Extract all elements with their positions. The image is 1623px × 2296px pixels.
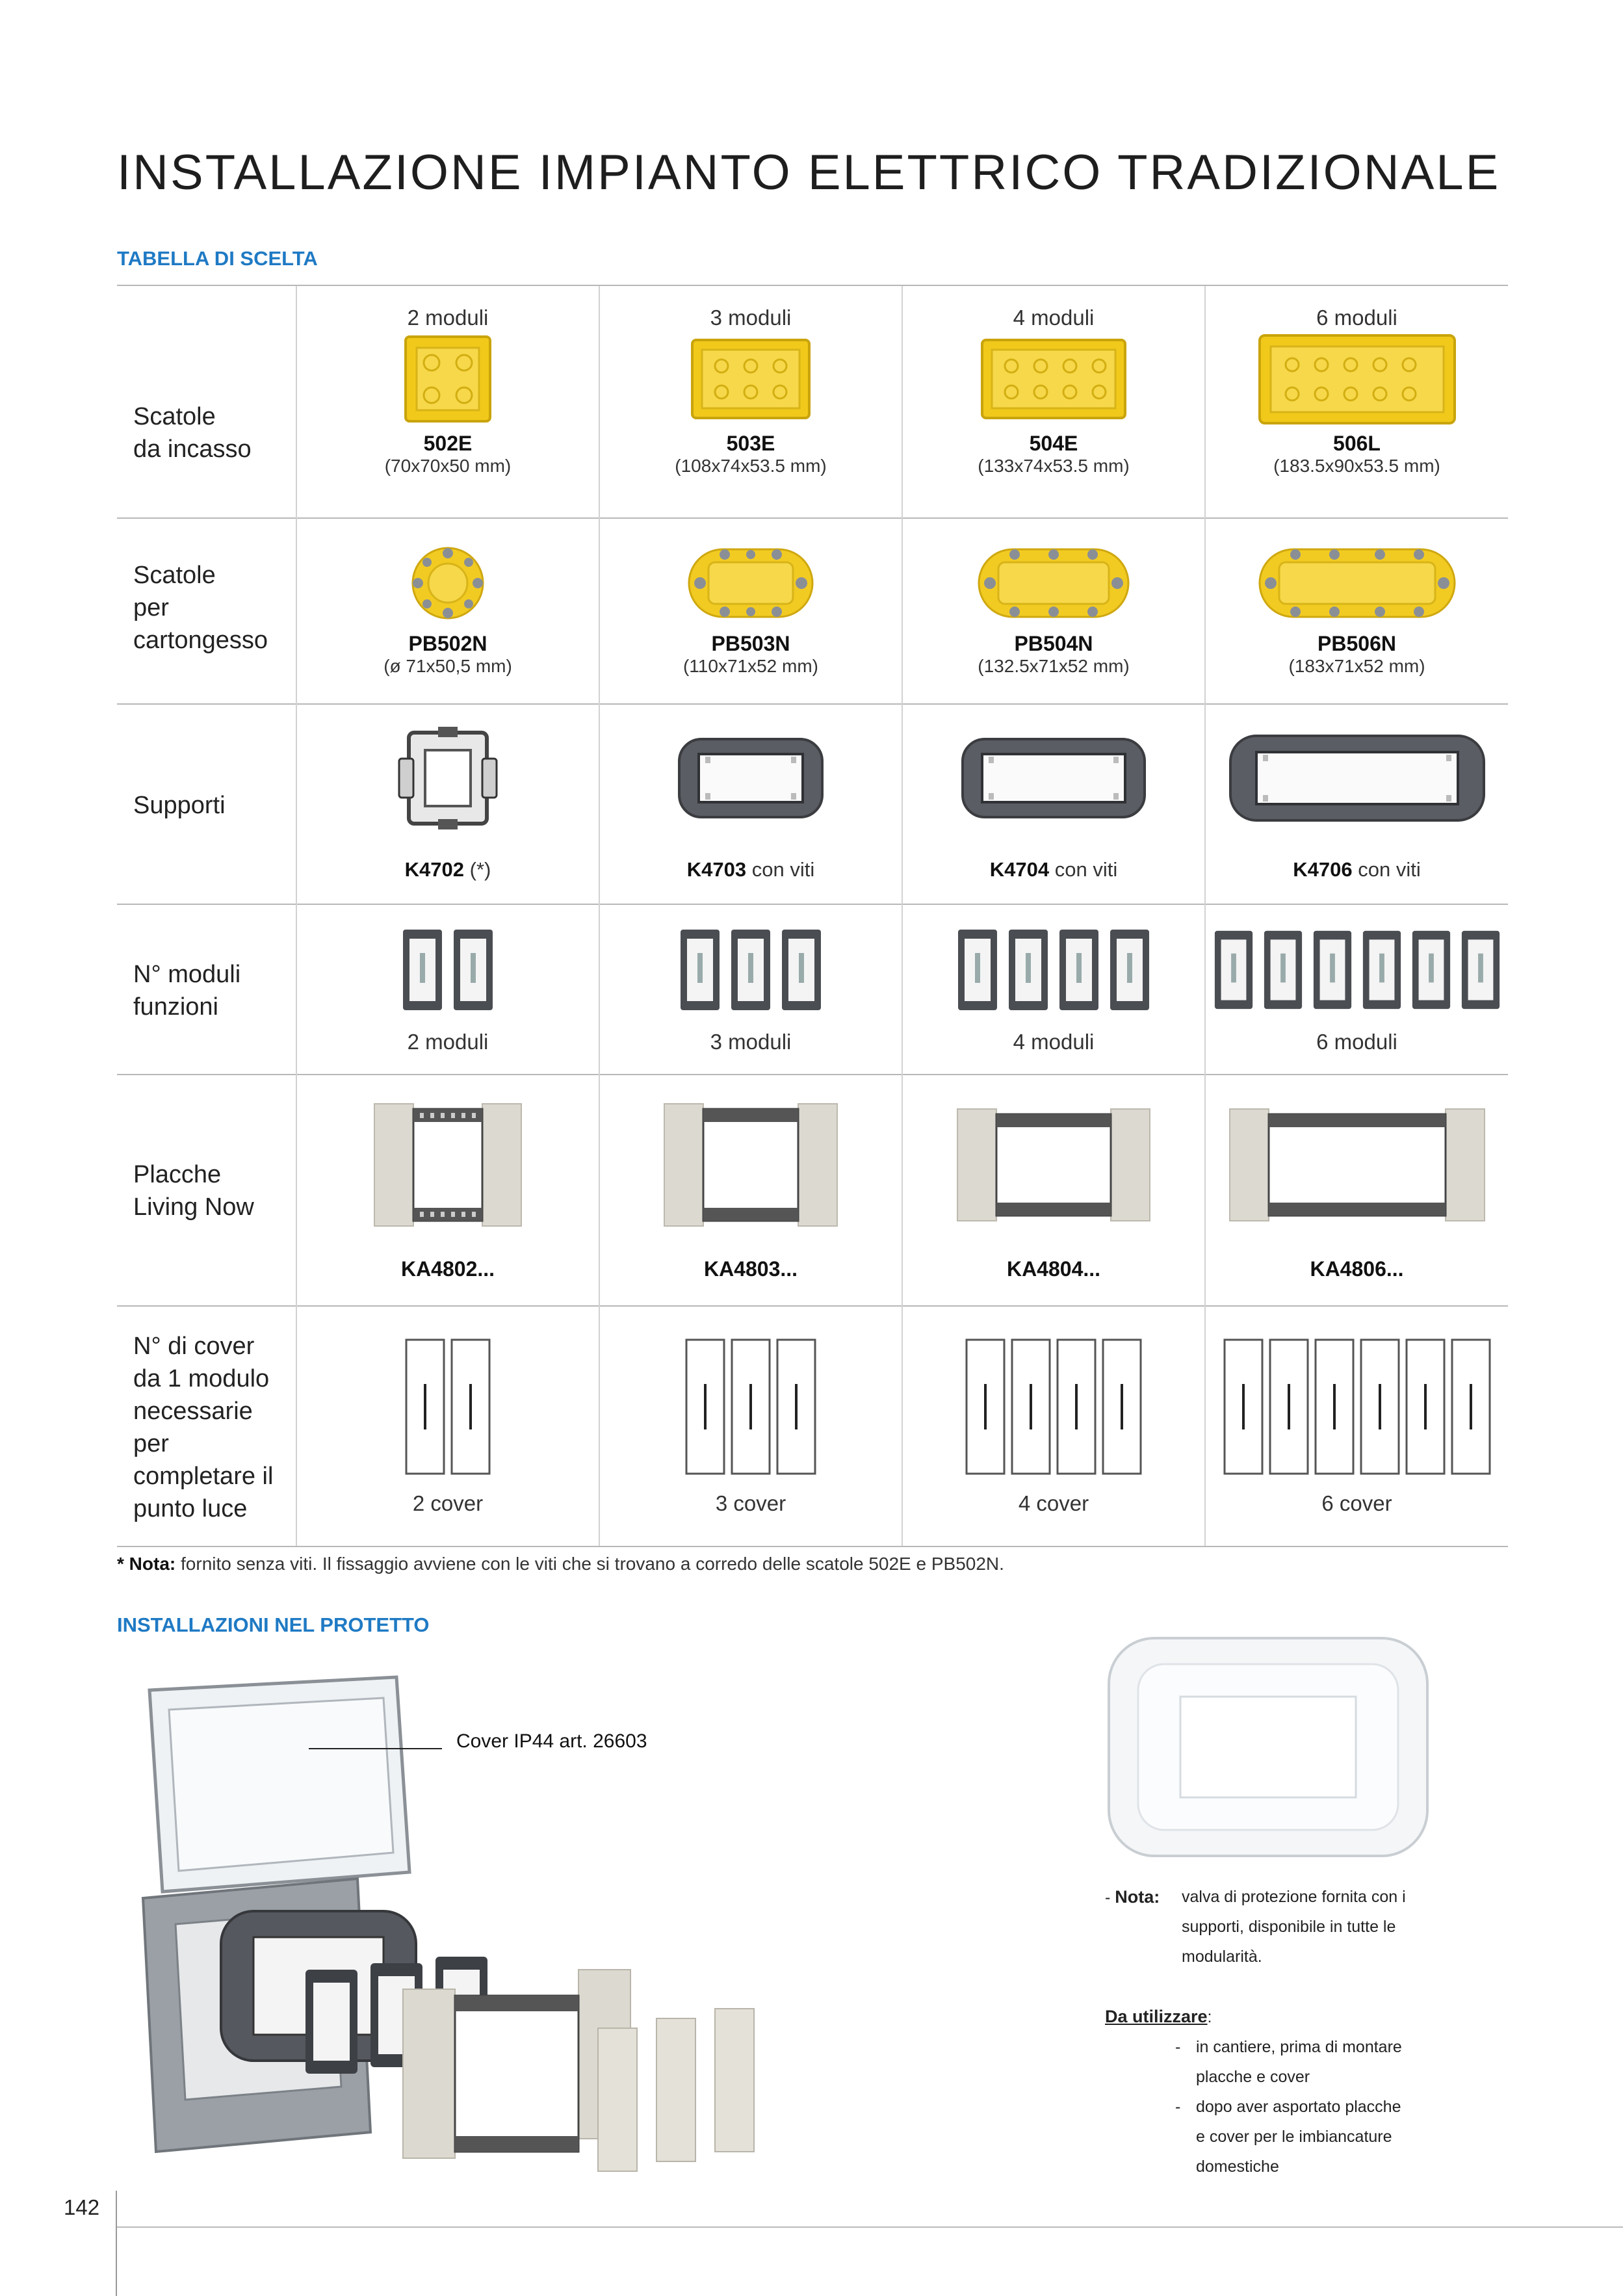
footnote	[117, 1554, 1004, 1574]
product-code: PB506N	[1318, 632, 1396, 655]
module-count: 3 moduli	[710, 1030, 792, 1054]
cell-ka4804	[902, 1075, 1205, 1306]
cell-ka4802	[296, 1075, 599, 1306]
cell-ka4806	[1205, 1075, 1508, 1306]
row-placche	[117, 1075, 1508, 1306]
callout-leader-line	[309, 1748, 442, 1749]
modules-2-image	[297, 924, 599, 1015]
module-icon	[1057, 927, 1101, 1013]
row-label-line: punto luce	[133, 1495, 248, 1522]
row-cover	[117, 1306, 1508, 1546]
row-supporti	[117, 704, 1508, 904]
cell-503e	[599, 285, 902, 518]
plate-ka4804-image	[903, 1101, 1204, 1229]
cover-icon	[1314, 1338, 1355, 1475]
use-title: Da utilizzare	[1105, 2007, 1208, 2026]
module-icon	[779, 927, 824, 1013]
row-label-line: Scatole	[133, 562, 216, 589]
use-colon: :	[1207, 2008, 1212, 2026]
cell-k4706	[1205, 704, 1508, 904]
product-code: K4702	[404, 858, 464, 881]
cover-icon	[1451, 1338, 1491, 1475]
cell-cover-3	[599, 1306, 902, 1546]
module-count: 2 moduli	[407, 306, 489, 330]
row-label	[117, 518, 296, 704]
plate-ka4803-image	[600, 1101, 902, 1229]
cover-icon	[1405, 1338, 1446, 1475]
cover-icon	[1056, 1338, 1097, 1475]
cell-cover-2	[296, 1306, 599, 1546]
module-count: 6 moduli	[1316, 306, 1397, 330]
product-code: K4706	[1293, 858, 1353, 881]
cell-pb502n	[296, 518, 599, 704]
row-label-line: da 1 modulo	[133, 1365, 270, 1392]
box-503e-image	[600, 330, 902, 428]
product-code: 504E	[1029, 432, 1078, 455]
row-scatole-cartongesso	[117, 518, 1508, 704]
box-pb503n-image	[600, 534, 902, 632]
module-icon	[1311, 927, 1354, 1013]
cell-moduli-4	[902, 904, 1205, 1075]
product-code: 506L	[1333, 432, 1381, 455]
plate-ka4806-image	[1206, 1101, 1508, 1229]
section-heading-protetto: INSTALLAZIONI NEL PROTETTO	[117, 1613, 430, 1636]
row-label	[117, 285, 296, 518]
row-label	[117, 904, 296, 1075]
cell-ka4803	[599, 1075, 902, 1306]
cell-pb504n	[902, 518, 1205, 704]
row-label-line: completare il	[133, 1463, 274, 1490]
footer-vertical-rule	[116, 2191, 117, 2296]
cover-icon	[731, 1338, 771, 1475]
row-label-line: funzioni	[133, 993, 218, 1021]
note-dash: -	[1105, 1888, 1115, 1907]
product-code: KA4806...	[1310, 1257, 1404, 1281]
page-number: 142	[64, 2195, 100, 2219]
cell-506l	[1205, 285, 1508, 518]
cover-count: 4 cover	[1018, 1491, 1089, 1515]
product-code: K4704	[989, 858, 1050, 881]
cover-icon	[1223, 1338, 1264, 1475]
plate-ka4802-image	[297, 1101, 599, 1229]
support-k4703-image	[600, 723, 902, 833]
cell-k4702	[296, 704, 599, 904]
cover-icon	[965, 1338, 1006, 1475]
product-dimensions: (133x74x53.5 mm)	[978, 456, 1130, 476]
note-line: modularità.	[1182, 1948, 1262, 1966]
support-k4704-image	[903, 723, 1204, 833]
product-code: KA4803...	[703, 1257, 798, 1281]
page-title: INSTALLAZIONE IMPIANTO ELETTRICO TRADIZIONALE	[117, 145, 1501, 200]
footer-horizontal-rule	[117, 2226, 1623, 2228]
section-heading-tabella: TABELLA DI SCELTA	[117, 247, 318, 270]
box-504e-image	[903, 330, 1204, 428]
cell-pb506n	[1205, 518, 1508, 704]
footnote-text: fornito senza viti. Il fissaggio avviene con le viti che si trovano a corredo delle scatole 502E e PB502N.	[175, 1554, 1004, 1574]
box-pb506n-image	[1206, 534, 1508, 632]
product-dimensions: (183.5x90x53.5 mm)	[1273, 456, 1440, 476]
modules-6-image	[1206, 924, 1508, 1015]
product-code-line	[1206, 858, 1508, 881]
row-moduli-funzioni	[117, 904, 1508, 1075]
row-label-line: Placche	[133, 1161, 222, 1188]
product-note: con viti	[1054, 858, 1118, 881]
product-note: con viti	[751, 858, 815, 881]
protective-shell-note	[1105, 1882, 1406, 2182]
note-line: supporti, disponibile in tutte le	[1182, 1918, 1396, 1936]
module-count: 4 moduli	[1013, 1030, 1095, 1054]
row-label	[117, 704, 296, 904]
support-k4702-image	[297, 723, 599, 833]
row-label-line: Scatole	[133, 403, 216, 430]
cell-pb503n	[599, 518, 902, 704]
list-item-line: placche e cover	[1196, 2068, 1310, 2086]
module-count: 3 moduli	[710, 306, 792, 330]
note-line: valva di protezione fornita con i	[1182, 1888, 1406, 1906]
cover-count: 6 cover	[1321, 1491, 1392, 1515]
row-label-line: Supporti	[133, 792, 226, 819]
list-item-line: in cantiere, prima di montare	[1196, 2038, 1402, 2056]
covers-4-image	[903, 1338, 1204, 1476]
box-506l-image	[1206, 330, 1508, 428]
cell-k4703	[599, 704, 902, 904]
covers-6-image	[1206, 1338, 1508, 1476]
cover-icon	[1102, 1338, 1142, 1475]
cover-icon	[405, 1338, 445, 1475]
cover-icon	[1011, 1338, 1051, 1475]
row-label-line: da incasso	[133, 436, 252, 463]
row-label-line: per	[133, 1430, 169, 1457]
footnote-label: * Nota:	[117, 1554, 176, 1574]
product-code: 503E	[726, 432, 775, 455]
product-dimensions: (132.5x71x52 mm)	[978, 656, 1130, 676]
note-label: Nota:	[1115, 1887, 1160, 1907]
row-label-line: N° moduli	[133, 961, 241, 988]
module-icon	[451, 927, 495, 1013]
product-dimensions: (ø 71x50,5 mm)	[383, 656, 512, 676]
module-icon	[1006, 927, 1050, 1013]
product-code: K4703	[686, 858, 747, 881]
cover-icon	[776, 1338, 816, 1475]
product-note: (*)	[469, 858, 491, 881]
modules-4-image	[903, 924, 1204, 1015]
row-label-line: cartongesso	[133, 627, 268, 654]
product-code: KA4804...	[1006, 1257, 1101, 1281]
row-label-line: necessarie	[133, 1398, 253, 1425]
box-502e-image	[297, 330, 599, 428]
cover-icon	[1360, 1338, 1400, 1475]
cell-502e	[296, 285, 599, 518]
product-code: PB504N	[1014, 632, 1093, 655]
product-code-line	[903, 858, 1204, 881]
covers-3-image	[600, 1338, 902, 1476]
module-icon	[955, 927, 1000, 1013]
product-note: con viti	[1358, 858, 1421, 881]
cell-cover-6	[1205, 1306, 1508, 1546]
callout-label: Cover IP44 art. 26603	[456, 1730, 647, 1752]
module-icon	[400, 927, 445, 1013]
cell-moduli-2	[296, 904, 599, 1075]
list-item-line: domestiche	[1196, 2158, 1279, 2176]
product-dimensions: (183x71x52 mm)	[1288, 656, 1425, 676]
row-scatole-incasso	[117, 285, 1508, 518]
cover-icon	[450, 1338, 491, 1475]
cover-count: 2 cover	[412, 1491, 484, 1515]
product-code: KA4802...	[400, 1257, 495, 1281]
module-icon	[678, 927, 722, 1013]
row-label	[117, 1075, 296, 1306]
product-dimensions: (110x71x52 mm)	[682, 656, 818, 676]
row-label-line: per	[133, 594, 169, 621]
list-item-line: dopo aver asportato placche	[1196, 2098, 1401, 2116]
product-dimensions: (108x74x53.5 mm)	[675, 456, 827, 476]
cell-cover-4	[902, 1306, 1205, 1546]
cell-moduli-6	[1205, 904, 1508, 1075]
cover-icon	[685, 1338, 725, 1475]
cell-504e	[902, 285, 1205, 518]
protective-shell-image	[1102, 1632, 1434, 1862]
module-icon	[1262, 927, 1305, 1013]
installation-exploded-image	[123, 1664, 786, 2184]
module-icon	[1459, 927, 1502, 1013]
product-code: 502E	[423, 432, 473, 455]
module-icon	[1410, 927, 1453, 1013]
modules-3-image	[600, 924, 902, 1015]
row-label-line: N° di cover	[133, 1333, 255, 1360]
covers-2-image	[297, 1338, 599, 1476]
module-icon	[729, 927, 773, 1013]
product-code-line	[600, 858, 902, 881]
list-item-line: e cover per le imbiancature	[1196, 2128, 1392, 2146]
cell-k4704	[902, 704, 1205, 904]
cell-moduli-3	[599, 904, 902, 1075]
cover-count: 3 cover	[715, 1491, 786, 1515]
support-k4706-image	[1206, 723, 1508, 833]
product-code: PB503N	[711, 632, 790, 655]
box-pb502n-image	[297, 534, 599, 632]
module-icon	[1360, 927, 1403, 1013]
module-count: 2 moduli	[407, 1030, 489, 1054]
module-icon	[1108, 927, 1152, 1013]
module-count: 4 moduli	[1013, 306, 1095, 330]
cover-icon	[1269, 1338, 1309, 1475]
list-dash: -	[1175, 2038, 1181, 2056]
product-code-line	[297, 858, 599, 881]
module-icon	[1212, 927, 1255, 1013]
product-dimensions: (70x70x50 mm)	[384, 456, 512, 476]
list-dash: -	[1175, 2098, 1181, 2116]
row-label	[117, 1306, 296, 1546]
row-label-line: Living Now	[133, 1194, 254, 1221]
product-code: PB502N	[408, 632, 487, 655]
box-pb504n-image	[903, 534, 1204, 632]
module-count: 6 moduli	[1316, 1030, 1397, 1054]
selection-table	[117, 285, 1508, 1547]
